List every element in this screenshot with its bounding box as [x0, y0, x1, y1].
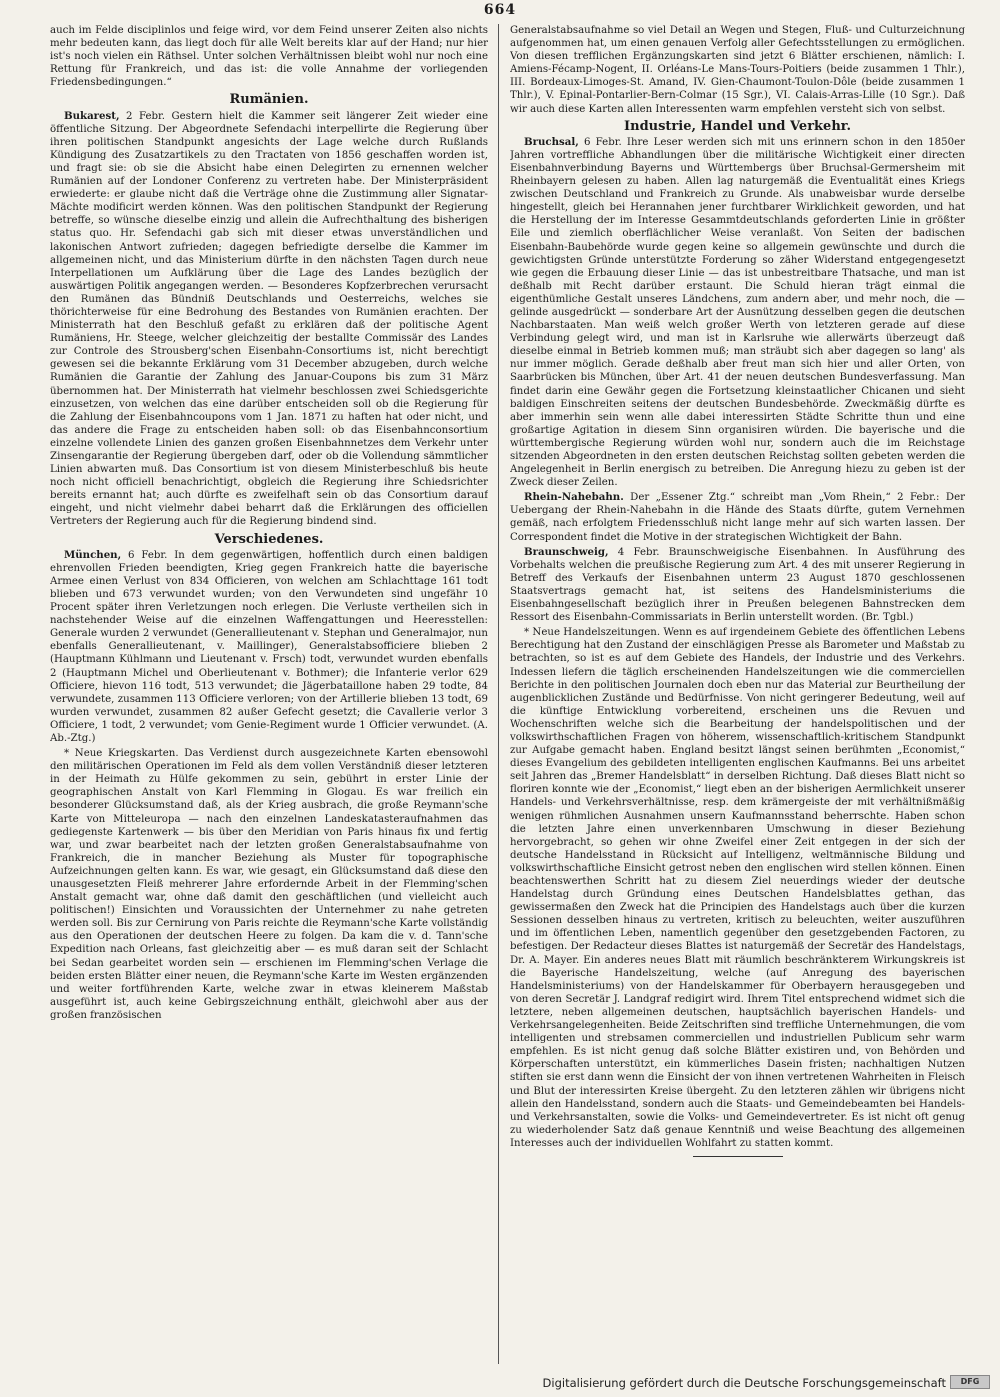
- article-handelszeitungen: * Neue Handelszeitungen. Wenn es auf irgendeinem Gebiete des öffentlichen Lebens Berechtigung hat den Zustand der einschlägigen Presse als Barometer und Maßstab zu betrachten, so ist es auf dem Gebiete des Handels, der Industrie und des Verkehrs. Indessen liefern die täglich erscheinenden Handelszeitungen wie die commerciellen Berichte in den politischen Journalen doch eben nur das Material zur Beurtheilung der augenblicklichen Zustände und Bedürfnisse. Von nicht geringerer Bedeutung, weil auf die künftige Entwicklung vorbereitend, erscheinen uns die Revuen und Wochenschriften welche sich die Bearbeitung der handelspolitischen und der volkswirthschaftlichen Fragen von höherem, wissenschaftlich-kritischem Standpunkt zur Aufgabe gemacht haben. England besitzt längst seinen berühmten „Economist,“ dieses Evangelium des gebildeten intelligenten englischen Kaufmanns. Bei uns arbeitet seit Jahren das „Bremer Handelsblatt“ in derselben Richtung. Daß dieses Blatt nicht so floriren konnte wie der „Economist,“ liegt eben an der bisherigen Aermlichkeit unserer Handels- und Verkehrsverhältnisse, resp. dem krämergeiste der mit verhältnißmäßig wenigen rühmlichen Ausnahmen unsern Kaufmannsstand beherrschte. Haben schon die letzten Jahre einen unverkennbaren Umschwung in dieser Beziehung hervorgebracht, so gehen wir ohne Zweifel einer Zeit entgegen in der sich der deutsche Handelsstand in Rücksicht auf Intelligenz, weltmännische Bildung und volkswirthschaftliche Einsicht getrost neben den englischen wird stellen können. Einen beachtenswerthen Schritt hat zu diesem Ziel neuerdings wieder der deutsche Handelstag durch Gründung eines Deutschen Handelsblattes gethan, das gewissermaßen den Zweck hat die Principien des Handelstags auch über die kurzen Sessionen desselben hinaus zu vertreten, kritisch zu beleuchten, weiter auszuführen und im öffentlichen Leben, namentlich gegenüber den gesetzgebenden Factoren, zu befestigen. Der Redacteur dieses Blattes ist naturgemäß der Secretär des Handelstags, Dr. A. Mayer. Ein anderes neues Blatt mit räumlich beschränkterem Wirkungskreis ist die Bayerische Handelszeitung, welche (auf Anregung des bayerischen Handelsministeriums) von der Handelskammer für Oberbayern herausgegeben und von deren Secretär J. Landgraf redigirt wird. Ihrem Titel entsprechend widmet sich die letztere, neben allgemeinen deutschen, hauptsächlich bayerischen Handels- und Verkehrsangelegenheiten. Beide Zeitschriften sind treffliche Unternehmungen, die vom intelligenten und strebsamen commerciellen und industriellen Publicum sehr warm empfehlen. Es ist nicht genug daß solche Blätter existiren und, von Behörden und Körperschaften unterstützt, ein kümmerliches Dasein fristen; nachhaltigen Nutzen stiften sie erst dann wenn die Einsicht der von ihnen vertretenen Wahrheiten in Fleisch und Blut der interessirten Kreise übergeht. Zu den letzteren zählen wir übrigens nicht allein den Handelsstand, sondern auch die Staats- und Gemeindebeamten bei Handels- und Verkehrsanstalten, sowie die Volks- und Gemeindevertreter. Es ist nicht oft genug zu wiederholender Satz daß genaue Kenntniß und weise Beachtung des allgemeinen Interesses auch der individuellen Wohlfahrt zu statten kommt.: [510, 627, 965, 1149]
- page-number: 664: [483, 2, 517, 18]
- article-paragraph: auch im Felde disciplinlos und feige wird, vor dem Feind unserer Zeiten also nichts mehr bedeuten kann, das liegt doch für alle Welt bereits klar auf der Hand; nur hier ist's noch vielen ein Räthsel. Unter solchen Verhältnissen bleibt wohl nur noch eine Rettung für Frankreich, und das ist: die volle Annahme der vorliegenden Friedensbedingungen.“: [50, 25, 488, 89]
- dateline-place: Braunschweig,: [524, 545, 609, 558]
- dateline-place: Bruchsal,: [524, 135, 579, 148]
- footer: [474, 1375, 994, 1391]
- article-text: 4 Febr. Braunschweigische Eisenbahnen. In Ausführung des Vorbehalts welchen die preußische Regierung zum Art. 4 des mit unserer Regierung in Betreff des Verkaufs der Eisenbahnen unterm 23 August 1870 geschlossenen Staatsvertrags gemacht hat, ist seitens des Handelsministeriums die Eisenbahngesellschaft bezüglich ihrer in Preußen belegenen Bahnstrecken dem Ressort des Eisenbahn-Commissariats in Berlin unterstellt worden. (Br. Tgbl.): [510, 546, 965, 624]
- article-kriegskarten: * Neue Kriegskarten. Das Verdienst durch ausgezeichnete Karten ebensowohl den militärischen Operationen im Feld als dem vollen Verständniß dieser letzteren in der Heimath zu Hülfe gekommen zu sein, gebührt in erster Linie der geographischen Anstalt von Karl Flemming in Glogau. Es war freilich ein besonderer Glücksumstand daß, als der Krieg ausbrach, die große Reymann'sche Karte von Mitteleuropa — nach den einzelnen Landeskatasteraufnahmen das gediegenste Kartenwerk — bis über den Meridian von Paris hinaus fix und fertig war, und zwar bearbeitet nach der letzten großen Generalstabsaufnahme von Frankreich, die in mancher Beziehung als Muster für topographische Aufzeichnungen gelten kann. Es war, wie gesagt, ein Glücksumstand daß diese den unausgesetzten Fleiß mehrerer Jahre erfordernde Arbeit in der Flemming'schen Anstalt gemacht war, ohne daß damit den geschäftlichen (und vielleicht auch politischen!) Einsichten und Voraussichten der Unternehmer zu nahe getreten werden soll. Bis zur Cernirung von Paris reichte die Reymann'sche Karte vollständig aus den Operationen der deutschen Heere zu folgen. Da kam die v. d. Tann'sche Expedition nach Orleans, fast gleichzeitig aber — es muß daran seit der Schlacht bei Sedan gearbeitet worden sein — erschienen im Flemming'schen Verlage die beiden ersten Blätter einer neuen, die Reymann'sche Karte im Westen ergänzenden und weiter fortführenden Karte, welche zwar in etwas kleinerem Maßstab ausgeführt ist, auch keine Gebirgszeichnung enthält, gleichwohl aber aus der großen französischen: [50, 748, 488, 1021]
- article-rhein-nahebahn: [510, 491, 965, 543]
- article-muenchen: [50, 549, 488, 745]
- dateline-place: Rhein-Nahebahn.: [524, 491, 624, 504]
- section-heading-rumaenien: Rumänien.: [229, 92, 309, 108]
- article-text: 6 Febr. Ihre Leser werden sich mit uns erinnern schon in den 1850er Jahren vortreffliche Abhandlungen über die militärische Wichtigkeit einer directen Eisenbahnverbindung Bayerns und Württembergs über Bruchsal-Germersheim mit Rheinbayern gelesen zu haben. Allen lag naturgemäß die Eventualität eines Kriegs zwischen Deutschland und Frankreich zu Grunde. Als unabweisbar wurde derselbe hingestellt, gleich bei Herannahen jener furchtbarer Wirklichkeit geworden, und hat die Herstellung der im Interesse Gesammtdeutschlands geforderten Linie in größter Eile und ziemlich oberflächlicher Weise veranlaßt. Von Seiten der badischen Eisenbahn-Baubehörde wurde gegen keine so allgemein gewünschte und durch die gewichtigsten Gründe unterstützte Forderung so zäher Widerstand entgegengesetzt wie gegen die Erbauung dieser Linie — das ist unbestreitbare Thatsache, und man ist deßhalb mit Recht darüber erstaunt. Die Schuld hieran trägt einmal die eigenthümliche Gestalt unseres Ländchens, zum andern aber, und mehr noch, die — gelinde ausgedrückt — sonderbare Art der Ausnützung desselben gegen die deutschen Nachbarstaaten. Man weiß welch großer Werth von letzteren gerade auf diese Verbindung gelegt wird, und man ist in Karlsruhe wie allerwärts überzeugt daß dieselbe einmal in Betrieb kommen muß; man sträubt sich aber dagegen so lang' als nur immer möglich. Gerade deßhalb aber freut man sich hier und aller Orten, von Saarbrücken bis München, über Art. 41 der neuen deutschen Bundesverfassung. Man findet darin eine Gewähr gegen die Fortsetzung kleinstaatlicher Chicanen und sieht baldigen Einschreiten seitens der deutschen Bundesbehörde. Zweckmäßig dürfte es aber immerhin sein wenn alle dabei interessirten Städte Schritte thun und eine großartige Agitation in diesem Sinn organisiren würden. Die bayerische und die württembergische Regierung würden wohl nur, sondern auch die im Reichstage sitzenden Abgeordneten in den ersten deutschen Reichstag sollten gebeten werden die Angelegenheit in Berlin energisch zu betreiben. Die Anregung hiezu zu geben ist der Zweck dieser Zeilen.: [510, 136, 965, 489]
- dateline-place: München,: [64, 548, 122, 561]
- left-column: [50, 24, 488, 1364]
- article-text: 2 Febr. Gestern hielt die Kammer seit längerer Zeit wieder eine öffentliche Sitzung. Der Abgeordnete Sefendachi interpellirte die Regierung über ihren politischen Standpunkt angesichts der Lage welche durch Rußlands Kündigung des Zusatzartikels zu den Tractaten von 1856 geschaffen worden ist, und fragt sie: ob sie die Absicht habe einen Delegirten zu ernennen welcher Rumänien auf der Londoner Conferenz zu vertreten habe. Der Ministerpräsident erwiederte: er glaube nicht daß die Verträge ohne die Zustimmung aller Signatar-Mächte modificirt werden können. Was den politischen Standpunkt der Regierung betreffe, so wünsche dieselbe einzig und allein die Aufrechthaltung des bisherigen status quo. Hr. Sefendachi gab sich mit dieser etwas unverständlichen und lakonischen Antwort zufrieden; dagegen befriedigte derselbe die Kammer im allgemeinen nicht, und das Ministerium dürfte in den nächsten Tagen durch neue Interpellationen um Aufklärung über die Lage des Landes bezüglich der auswärtigen Politik angegangen werden. — Besonderes Kopfzerbrechen verursacht den Rumänen das Bündniß Deutschlands und Oesterreichs, welches sie thörichterweise für eine Bedrohung des Bestandes von Rumänien erachten. Der Ministerrath hat den Beschluß gefaßt zu erklären daß der politische Agent Rumäniens, Hr. Steege, welcher gleichzeitig der bestallte Commissär des Landes zur Controle des Strousberg'schen Eisenbahn-Consortiums ist, nicht berechtigt gewesen sei die bekannte Erklärung vom 31 December abzugeben, durch welche Rumänien die Garantie der Zahlung des Januar-Coupons bis zum 31 März übernommen hat. Der Ministerrath hat vielmehr beschlossen zwei Schiedsgerichte einzusetzen, von welchen das eine darüber entscheiden soll ob die Regierung für die Zahlung der Eisenbahncoupons vom 1 Jan. 1871 zu haften hat oder nicht, und das andere die Frage zu entscheiden haben soll: ob das Eisenbahnconsortium einzelne vollendete Linien des ganzen großen Eisenbahnnetzes dem Verkehr unter Zinsengarantie der Regierung übergeben darf, oder ob die Vollendung sämmtlicher Linien abwarten muß. Das Consortium ist von diesem Ministerbeschluß bis heute noch nicht officiell benachrichtigt, obgleich die Regierung ihre Schiedsrichter bereits ernannt hat; auch dürfte es zweifelhaft sein ob das Consortium darauf eingeht, und nicht vielmehr dabei beharrt daß die Erklärungen des officiellen Vertreters der Regierung auch für die Regierung bindend sind.: [50, 110, 488, 528]
- article-bukarest: [50, 110, 488, 529]
- right-column: [510, 24, 965, 1364]
- article-text: 6 Febr. In dem gegenwärtigen, hoffentlich durch einen baldigen ehrenvollen Frieden beendigten, Krieg gegen Frankreich hatte die bayerische Armee einen Verlust von 834 Officieren, von welchen am Schlachttage 161 todt blieben und 673 verwundet wurden; von den Verwundeten sind ungefähr 10 Procent später ihren Verletzungen noch erlegen. Die Verluste vertheilen sich in nachstehender Weise auf die einzelnen Waffengattungen und Heeresstellen: Generale wurden 2 verwundet (Generallieutenant v. Stephan und Generalmajor, nun ebenfalls Generallieutenant, v. Maillinger), Generalstabsofficiere blieben 2 (Hauptmann Kühlmann und Lieutenant v. Frsch) todt, verwundet wurden ebenfalls 2 (Hauptmann Michel und Oberlieutenant v. Bothmer); die Infanterie verlor 629 Officiere, hievon 116 todt, 513 verwundet; die Jägerbataillone haben 29 todte, 84 verwundete, zusammen 113 Officiere verloren; von der Artillerie blieben 13 todt, 69 wurden verwundet, zusammen 82 außer Gefecht gesetzt; die Cavallerie verlor 3 Officiere, 1 todt, 2 verwundet; vom Genie-Regiment wurde 1 Officier verwundet. (A. Ab.-Ztg.): [50, 549, 488, 744]
- section-heading-verschiedenes: Verschiedenes.: [214, 531, 324, 547]
- column-divider: [498, 24, 499, 1364]
- article-text: Der „Essener Ztg.“ schreibt man „Vom Rhein,“ 2 Febr.: Der Uebergang der Rhein-Nahebahn in die Hände des Staats dürfte, gutem Vernehmen gemäß, nach erfolgtem Friedensschluß nicht lange mehr auf sich warten lassen. Der Correspondent findet die Motive in der strategischen Wichtigkeit der Bahn.: [510, 492, 965, 543]
- article-paragraph: Generalstabsaufnahme so viel Detail an Wegen und Stegen, Fluß- und Culturzeichnung aufgenommen hat, um einen genauen Verfolg aller Gefechtsstellungen zu ermöglichen. Von diesen trefflichen Ergänzungskarten sind jetzt 6 Blätter erschienen, nämlich: I. Amiens-Fécamp-Nogent, II. Orléans-Le Mans-Tours-Poitiers (beide zusammen 1 Thlr.), III. Bordeaux-Limoges-St. Amand, IV. Gien-Chaumont-Toulon-Dôle (beide zusammen 1 Thlr.), V. Epinal-Pontarlier-Bern-Colmar (15 Sgr.), VI. Calais-Arras-Lille (10 Sgr.). Daß wir auch diese Karten allen Interessenten warm empfehlen versteht sich von selbst.: [510, 25, 965, 115]
- section-heading-industrie: Industrie, Handel und Verkehr.: [624, 118, 851, 134]
- funding-notice: Digitalisierung gefördert durch die Deutsche Forschungsgemeinschaft: [542, 1376, 946, 1390]
- article-bruchsal: [510, 136, 965, 490]
- end-rule: [693, 1156, 783, 1157]
- dateline-place: Bukarest,: [64, 109, 120, 122]
- dfg-logo: DFG: [950, 1375, 990, 1389]
- article-braunschweig: [510, 546, 965, 625]
